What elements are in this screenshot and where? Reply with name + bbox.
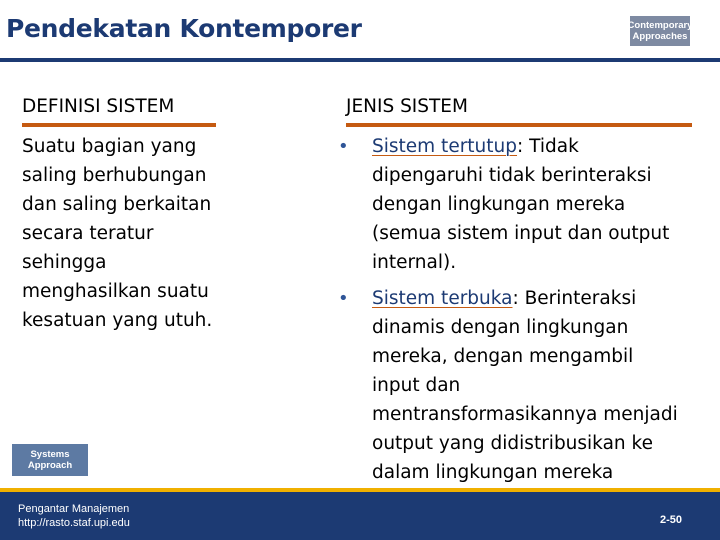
- title-divider: [0, 58, 720, 62]
- badge-line: Approaches: [632, 31, 688, 42]
- list-item-closed-system: [338, 132, 710, 277]
- contemporary-approaches-badge: [627, 16, 693, 46]
- open-system-description: : Berinteraksi dinamis dengan lingkungan mereka, dengan mengambil input dan mentransformasikannya menjadi output yang didistribusikan ke dalam lingkungan mereka: [372, 288, 678, 483]
- definition-text: Suatu bagian yang saling berhubungan dan saling berkaitan secara teratur sehingga menghasilkan suatu kesatuan yang utuh.: [22, 136, 213, 331]
- footer-url[interactable]: http://rasto.staf.upi.edu: [18, 517, 130, 529]
- closed-system-term: Sistem tertutup: [372, 136, 518, 157]
- badge-line: Contemporary: [627, 20, 693, 31]
- bullet-icon: •: [338, 288, 349, 309]
- footer-gold-rule: [0, 488, 720, 492]
- definition-heading: DEFINISI SISTEM: [22, 96, 175, 117]
- system-types-list: [338, 132, 710, 494]
- badge-line: Systems: [30, 449, 70, 460]
- definition-heading-rule: [22, 123, 216, 127]
- footer-source: [18, 502, 130, 530]
- slide-title: Pendekatan Kontemporer: [6, 14, 362, 43]
- page-number: 2-50: [660, 514, 683, 526]
- open-system-term: Sistem terbuka: [372, 288, 513, 309]
- closed-system-description: : Tidak dipengaruhi tidak berinteraksi dengan lingkungan mereka (semua sistem input dan output internal).: [372, 136, 670, 273]
- types-heading: JENIS SISTEM: [346, 96, 468, 117]
- bullet-icon: •: [338, 136, 349, 157]
- types-heading-rule: [346, 123, 692, 127]
- list-item-open-system: [338, 284, 710, 487]
- badge-line: Approach: [27, 460, 73, 471]
- systems-approach-badge: [12, 444, 88, 476]
- footer-course: Pengantar Manajemen: [18, 503, 130, 515]
